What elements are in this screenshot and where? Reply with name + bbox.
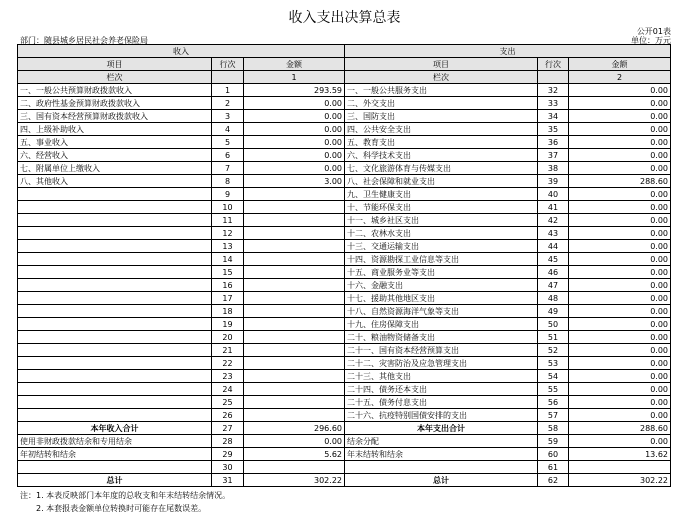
income-item-cell xyxy=(18,344,212,357)
income-item-cell xyxy=(18,409,212,422)
income-item-cell xyxy=(18,214,212,227)
expense-amount-cell: 0.00 xyxy=(569,149,671,162)
income-line-cell: 7 xyxy=(212,162,244,175)
table-row xyxy=(18,201,671,214)
expense-amount-cell: 0.00 xyxy=(569,136,671,149)
table-row xyxy=(18,422,671,435)
income-item-header: 项目 xyxy=(18,58,212,71)
income-amount-cell: 5.62 xyxy=(244,448,345,461)
expense-line-cell: 60 xyxy=(538,448,569,461)
income-item-cell xyxy=(18,240,212,253)
income-amount-cell: 0.00 xyxy=(244,149,345,162)
income-line-header: 行次 xyxy=(212,58,244,71)
income-amount-cell xyxy=(244,331,345,344)
income-item-cell: 使用非财政拨款结余和专用结余 xyxy=(18,435,212,448)
expense-amount-header: 金额 xyxy=(569,58,671,71)
expense-item-cell: 八、社会保障和就业支出 xyxy=(345,175,538,188)
table-row xyxy=(18,396,671,409)
income-amount-header: 金额 xyxy=(244,58,345,71)
expense-item-cell: 四、公共安全支出 xyxy=(345,123,538,136)
department-label: 部门：随县城乡居民社会养老保险局 xyxy=(20,36,148,45)
expense-amount-cell: 0.00 xyxy=(569,370,671,383)
table-row xyxy=(18,110,671,123)
expense-item-cell: 十五、商业服务业等支出 xyxy=(345,266,538,279)
expense-amount-cell: 0.00 xyxy=(569,97,671,110)
table-row xyxy=(18,97,671,110)
expense-item-cell: 二十四、债务还本支出 xyxy=(345,383,538,396)
expense-amount-cell: 288.60 xyxy=(569,422,671,435)
expense-item-header: 项目 xyxy=(345,58,538,71)
income-column-label: 栏次 xyxy=(18,71,212,84)
income-amount-cell xyxy=(244,409,345,422)
expense-line-cell: 55 xyxy=(538,383,569,396)
income-line-cell: 27 xyxy=(212,422,244,435)
expense-amount-cell: 0.00 xyxy=(569,214,671,227)
income-line-cell: 30 xyxy=(212,461,244,474)
expense-item-cell: 一、一般公共服务支出 xyxy=(345,84,538,97)
expense-item-cell: 二十六、抗疫特别国债安排的支出 xyxy=(345,409,538,422)
expense-line-cell: 43 xyxy=(538,227,569,240)
expense-amount-cell: 0.00 xyxy=(569,435,671,448)
expense-line-cell: 49 xyxy=(538,305,569,318)
expense-amount-cell: 0.00 xyxy=(569,110,671,123)
expense-item-cell: 九、卫生健康支出 xyxy=(345,188,538,201)
expense-line-cell: 59 xyxy=(538,435,569,448)
expense-line-cell: 45 xyxy=(538,253,569,266)
expense-amount-cell: 0.00 xyxy=(569,331,671,344)
expense-amount-cell: 0.00 xyxy=(569,188,671,201)
expense-item-cell: 二十五、债务付息支出 xyxy=(345,396,538,409)
expense-item-cell: 十七、援助其他地区支出 xyxy=(345,292,538,305)
expense-line-cell: 34 xyxy=(538,110,569,123)
expense-item-cell: 十八、自然资源海洋气象等支出 xyxy=(345,305,538,318)
income-item-cell xyxy=(18,188,212,201)
income-item-cell xyxy=(18,279,212,292)
expense-item-cell: 十三、交通运输支出 xyxy=(345,240,538,253)
expense-column-number: 2 xyxy=(569,71,671,84)
income-line-cell: 28 xyxy=(212,435,244,448)
income-line-cell: 13 xyxy=(212,240,244,253)
expense-line-cell: 46 xyxy=(538,266,569,279)
income-amount-cell xyxy=(244,383,345,396)
income-amount-cell xyxy=(244,279,345,292)
expense-line-cell: 47 xyxy=(538,279,569,292)
summary-table xyxy=(17,44,671,487)
table-row xyxy=(18,253,671,266)
income-line-cell: 26 xyxy=(212,409,244,422)
expense-item-cell: 六、科学技术支出 xyxy=(345,149,538,162)
table-row xyxy=(18,84,671,97)
income-amount-cell xyxy=(244,201,345,214)
expense-line-cell: 42 xyxy=(538,214,569,227)
income-item-cell: 五、事业收入 xyxy=(18,136,212,149)
table-row xyxy=(18,279,671,292)
expense-amount-cell: 0.00 xyxy=(569,240,671,253)
income-item-cell: 六、经营收入 xyxy=(18,149,212,162)
income-line-cell: 20 xyxy=(212,331,244,344)
expense-amount-cell: 0.00 xyxy=(569,305,671,318)
table-row xyxy=(18,370,671,383)
income-line-cell: 10 xyxy=(212,201,244,214)
expense-item-cell: 十二、农林水支出 xyxy=(345,227,538,240)
expense-item-cell: 七、文化旅游体育与传媒支出 xyxy=(345,162,538,175)
note-2: 2. 本套报表金额单位转换时可能存在尾数误差。 xyxy=(36,504,207,513)
income-amount-cell xyxy=(244,357,345,370)
table-row xyxy=(18,175,671,188)
table-row xyxy=(18,123,671,136)
expense-item-cell: 十九、住房保障支出 xyxy=(345,318,538,331)
expense-line-cell: 37 xyxy=(538,149,569,162)
income-line-cell: 17 xyxy=(212,292,244,305)
header-row-column-index xyxy=(18,71,671,84)
expense-column-label: 栏次 xyxy=(345,71,538,84)
income-amount-cell: 0.00 xyxy=(244,162,345,175)
expense-line-cell: 50 xyxy=(538,318,569,331)
table-row xyxy=(18,149,671,162)
expense-line-cell: 58 xyxy=(538,422,569,435)
income-item-cell: 七、附属单位上缴收入 xyxy=(18,162,212,175)
income-item-cell: 二、政府性基金预算财政拨款收入 xyxy=(18,97,212,110)
income-item-cell: 总计 xyxy=(18,474,212,487)
table-row xyxy=(18,162,671,175)
income-amount-cell xyxy=(244,396,345,409)
expense-item-cell: 五、教育支出 xyxy=(345,136,538,149)
income-line-cell: 31 xyxy=(212,474,244,487)
expense-amount-cell: 0.00 xyxy=(569,227,671,240)
expense-line-cell: 35 xyxy=(538,123,569,136)
income-amount-cell xyxy=(244,305,345,318)
table-row xyxy=(18,214,671,227)
income-item-cell xyxy=(18,383,212,396)
income-column-blank xyxy=(212,71,244,84)
expense-item-cell: 十六、金融支出 xyxy=(345,279,538,292)
income-amount-cell xyxy=(244,461,345,474)
expense-amount-cell: 302.22 xyxy=(569,474,671,487)
expense-amount-cell: 0.00 xyxy=(569,123,671,136)
income-line-cell: 19 xyxy=(212,318,244,331)
income-item-cell: 年初结转和结余 xyxy=(18,448,212,461)
income-item-cell xyxy=(18,318,212,331)
table-row xyxy=(18,188,671,201)
income-line-cell: 21 xyxy=(212,344,244,357)
expense-item-cell: 十四、资源勘探工业信息等支出 xyxy=(345,253,538,266)
expense-amount-cell: 0.00 xyxy=(569,344,671,357)
income-line-cell: 3 xyxy=(212,110,244,123)
expense-line-cell: 52 xyxy=(538,344,569,357)
expense-amount-cell: 0.00 xyxy=(569,162,671,175)
income-amount-cell xyxy=(244,188,345,201)
expense-item-cell: 十一、城乡社区支出 xyxy=(345,214,538,227)
income-item-cell xyxy=(18,305,212,318)
income-item-cell xyxy=(18,292,212,305)
table-row xyxy=(18,227,671,240)
expense-amount-cell: 0.00 xyxy=(569,396,671,409)
income-line-cell: 29 xyxy=(212,448,244,461)
income-amount-cell xyxy=(244,370,345,383)
expense-item-cell: 三、国防支出 xyxy=(345,110,538,123)
table-row xyxy=(18,240,671,253)
income-column-number: 1 xyxy=(244,71,345,84)
income-amount-cell xyxy=(244,214,345,227)
income-line-cell: 15 xyxy=(212,266,244,279)
table-row xyxy=(18,383,671,396)
income-line-cell: 16 xyxy=(212,279,244,292)
income-amount-cell: 0.00 xyxy=(244,110,345,123)
expense-line-cell: 48 xyxy=(538,292,569,305)
note-1: 注：1. 本表反映部门本年度的总收支和年末结转结余情况。 xyxy=(20,491,231,500)
income-amount-cell: 0.00 xyxy=(244,97,345,110)
income-line-cell: 22 xyxy=(212,357,244,370)
expense-line-cell: 32 xyxy=(538,84,569,97)
expense-amount-cell: 288.60 xyxy=(569,175,671,188)
table-row xyxy=(18,409,671,422)
income-line-cell: 9 xyxy=(212,188,244,201)
income-line-cell: 14 xyxy=(212,253,244,266)
expense-amount-cell: 0.00 xyxy=(569,201,671,214)
expense-amount-cell xyxy=(569,461,671,474)
income-item-cell xyxy=(18,266,212,279)
income-item-cell xyxy=(18,253,212,266)
report-title: 收入支出决算总表 xyxy=(288,10,401,26)
expense-line-cell: 39 xyxy=(538,175,569,188)
expense-item-cell: 二十二、灾害防治及应急管理支出 xyxy=(345,357,538,370)
income-amount-cell xyxy=(244,253,345,266)
income-line-cell: 12 xyxy=(212,227,244,240)
expense-line-cell: 53 xyxy=(538,357,569,370)
income-item-cell xyxy=(18,396,212,409)
header-row-columns xyxy=(18,58,671,71)
expense-line-cell: 62 xyxy=(538,474,569,487)
income-item-cell: 八、其他收入 xyxy=(18,175,212,188)
expense-item-cell: 二十一、国有资本经营预算支出 xyxy=(345,344,538,357)
expense-line-cell: 54 xyxy=(538,370,569,383)
header-row-section xyxy=(18,45,671,58)
income-item-cell: 一、一般公共预算财政拨款收入 xyxy=(18,84,212,97)
expense-amount-cell: 0.00 xyxy=(569,383,671,396)
income-amount-cell xyxy=(244,240,345,253)
income-item-cell: 三、国有资本经营预算财政拨款收入 xyxy=(18,110,212,123)
income-line-cell: 1 xyxy=(212,84,244,97)
table-row xyxy=(18,344,671,357)
table-row xyxy=(18,435,671,448)
expense-amount-cell: 0.00 xyxy=(569,84,671,97)
table-row xyxy=(18,136,671,149)
income-line-cell: 18 xyxy=(212,305,244,318)
income-amount-cell: 293.59 xyxy=(244,84,345,97)
expense-line-cell: 38 xyxy=(538,162,569,175)
expense-line-cell: 41 xyxy=(538,201,569,214)
expense-amount-cell: 0.00 xyxy=(569,279,671,292)
expense-line-cell: 44 xyxy=(538,240,569,253)
income-item-cell xyxy=(18,201,212,214)
expense-line-cell: 51 xyxy=(538,331,569,344)
income-amount-cell: 0.00 xyxy=(244,136,345,149)
table-row xyxy=(18,357,671,370)
income-line-cell: 23 xyxy=(212,370,244,383)
income-amount-cell xyxy=(244,227,345,240)
expense-line-cell: 33 xyxy=(538,97,569,110)
expense-item-cell: 二十、粮油物资储备支出 xyxy=(345,331,538,344)
table-row xyxy=(18,292,671,305)
expense-line-cell: 57 xyxy=(538,409,569,422)
table-row xyxy=(18,461,671,474)
expense-item-cell: 二十三、其他支出 xyxy=(345,370,538,383)
income-line-cell: 11 xyxy=(212,214,244,227)
income-item-cell xyxy=(18,357,212,370)
expense-amount-cell: 0.00 xyxy=(569,266,671,279)
income-item-cell xyxy=(18,227,212,240)
table-row xyxy=(18,474,671,487)
table-row xyxy=(18,331,671,344)
income-amount-cell xyxy=(244,344,345,357)
expense-item-cell: 结余分配 xyxy=(345,435,538,448)
income-section-header: 收入 xyxy=(18,45,345,58)
income-line-cell: 5 xyxy=(212,136,244,149)
income-amount-cell: 0.00 xyxy=(244,123,345,136)
income-amount-cell: 302.22 xyxy=(244,474,345,487)
expense-line-cell: 56 xyxy=(538,396,569,409)
expense-amount-cell: 0.00 xyxy=(569,409,671,422)
income-item-cell xyxy=(18,331,212,344)
table-row xyxy=(18,266,671,279)
expense-amount-cell: 0.00 xyxy=(569,253,671,266)
expense-line-cell: 61 xyxy=(538,461,569,474)
income-item-cell: 本年收入合计 xyxy=(18,422,212,435)
expense-amount-cell: 0.00 xyxy=(569,292,671,305)
income-amount-cell: 3.00 xyxy=(244,175,345,188)
income-item-cell xyxy=(18,370,212,383)
expense-amount-cell: 13.62 xyxy=(569,448,671,461)
expense-line-cell: 36 xyxy=(538,136,569,149)
income-line-cell: 6 xyxy=(212,149,244,162)
table-row xyxy=(18,305,671,318)
income-item-cell: 四、上级补助收入 xyxy=(18,123,212,136)
expense-item-cell: 十、节能环保支出 xyxy=(345,201,538,214)
income-line-cell: 25 xyxy=(212,396,244,409)
expense-section-header: 支出 xyxy=(345,45,671,58)
income-amount-cell: 296.60 xyxy=(244,422,345,435)
income-line-cell: 2 xyxy=(212,97,244,110)
expense-item-cell: 二、外交支出 xyxy=(345,97,538,110)
income-amount-cell: 0.00 xyxy=(244,435,345,448)
unit-label: 单位：万元 xyxy=(631,36,671,45)
form-number: 公开01表 xyxy=(636,27,671,36)
expense-item-cell xyxy=(345,461,538,474)
table-row xyxy=(18,448,671,461)
income-item-cell xyxy=(18,461,212,474)
expense-item-cell: 本年支出合计 xyxy=(345,422,538,435)
expense-amount-cell: 0.00 xyxy=(569,357,671,370)
income-amount-cell xyxy=(244,318,345,331)
expense-column-blank xyxy=(538,71,569,84)
income-line-cell: 24 xyxy=(212,383,244,396)
expense-item-cell: 总计 xyxy=(345,474,538,487)
table-row xyxy=(18,318,671,331)
income-amount-cell xyxy=(244,292,345,305)
income-line-cell: 4 xyxy=(212,123,244,136)
expense-item-cell: 年末结转和结余 xyxy=(345,448,538,461)
income-amount-cell xyxy=(244,266,345,279)
income-line-cell: 8 xyxy=(212,175,244,188)
expense-line-cell: 40 xyxy=(538,188,569,201)
expense-amount-cell: 0.00 xyxy=(569,318,671,331)
expense-line-header: 行次 xyxy=(538,58,569,71)
